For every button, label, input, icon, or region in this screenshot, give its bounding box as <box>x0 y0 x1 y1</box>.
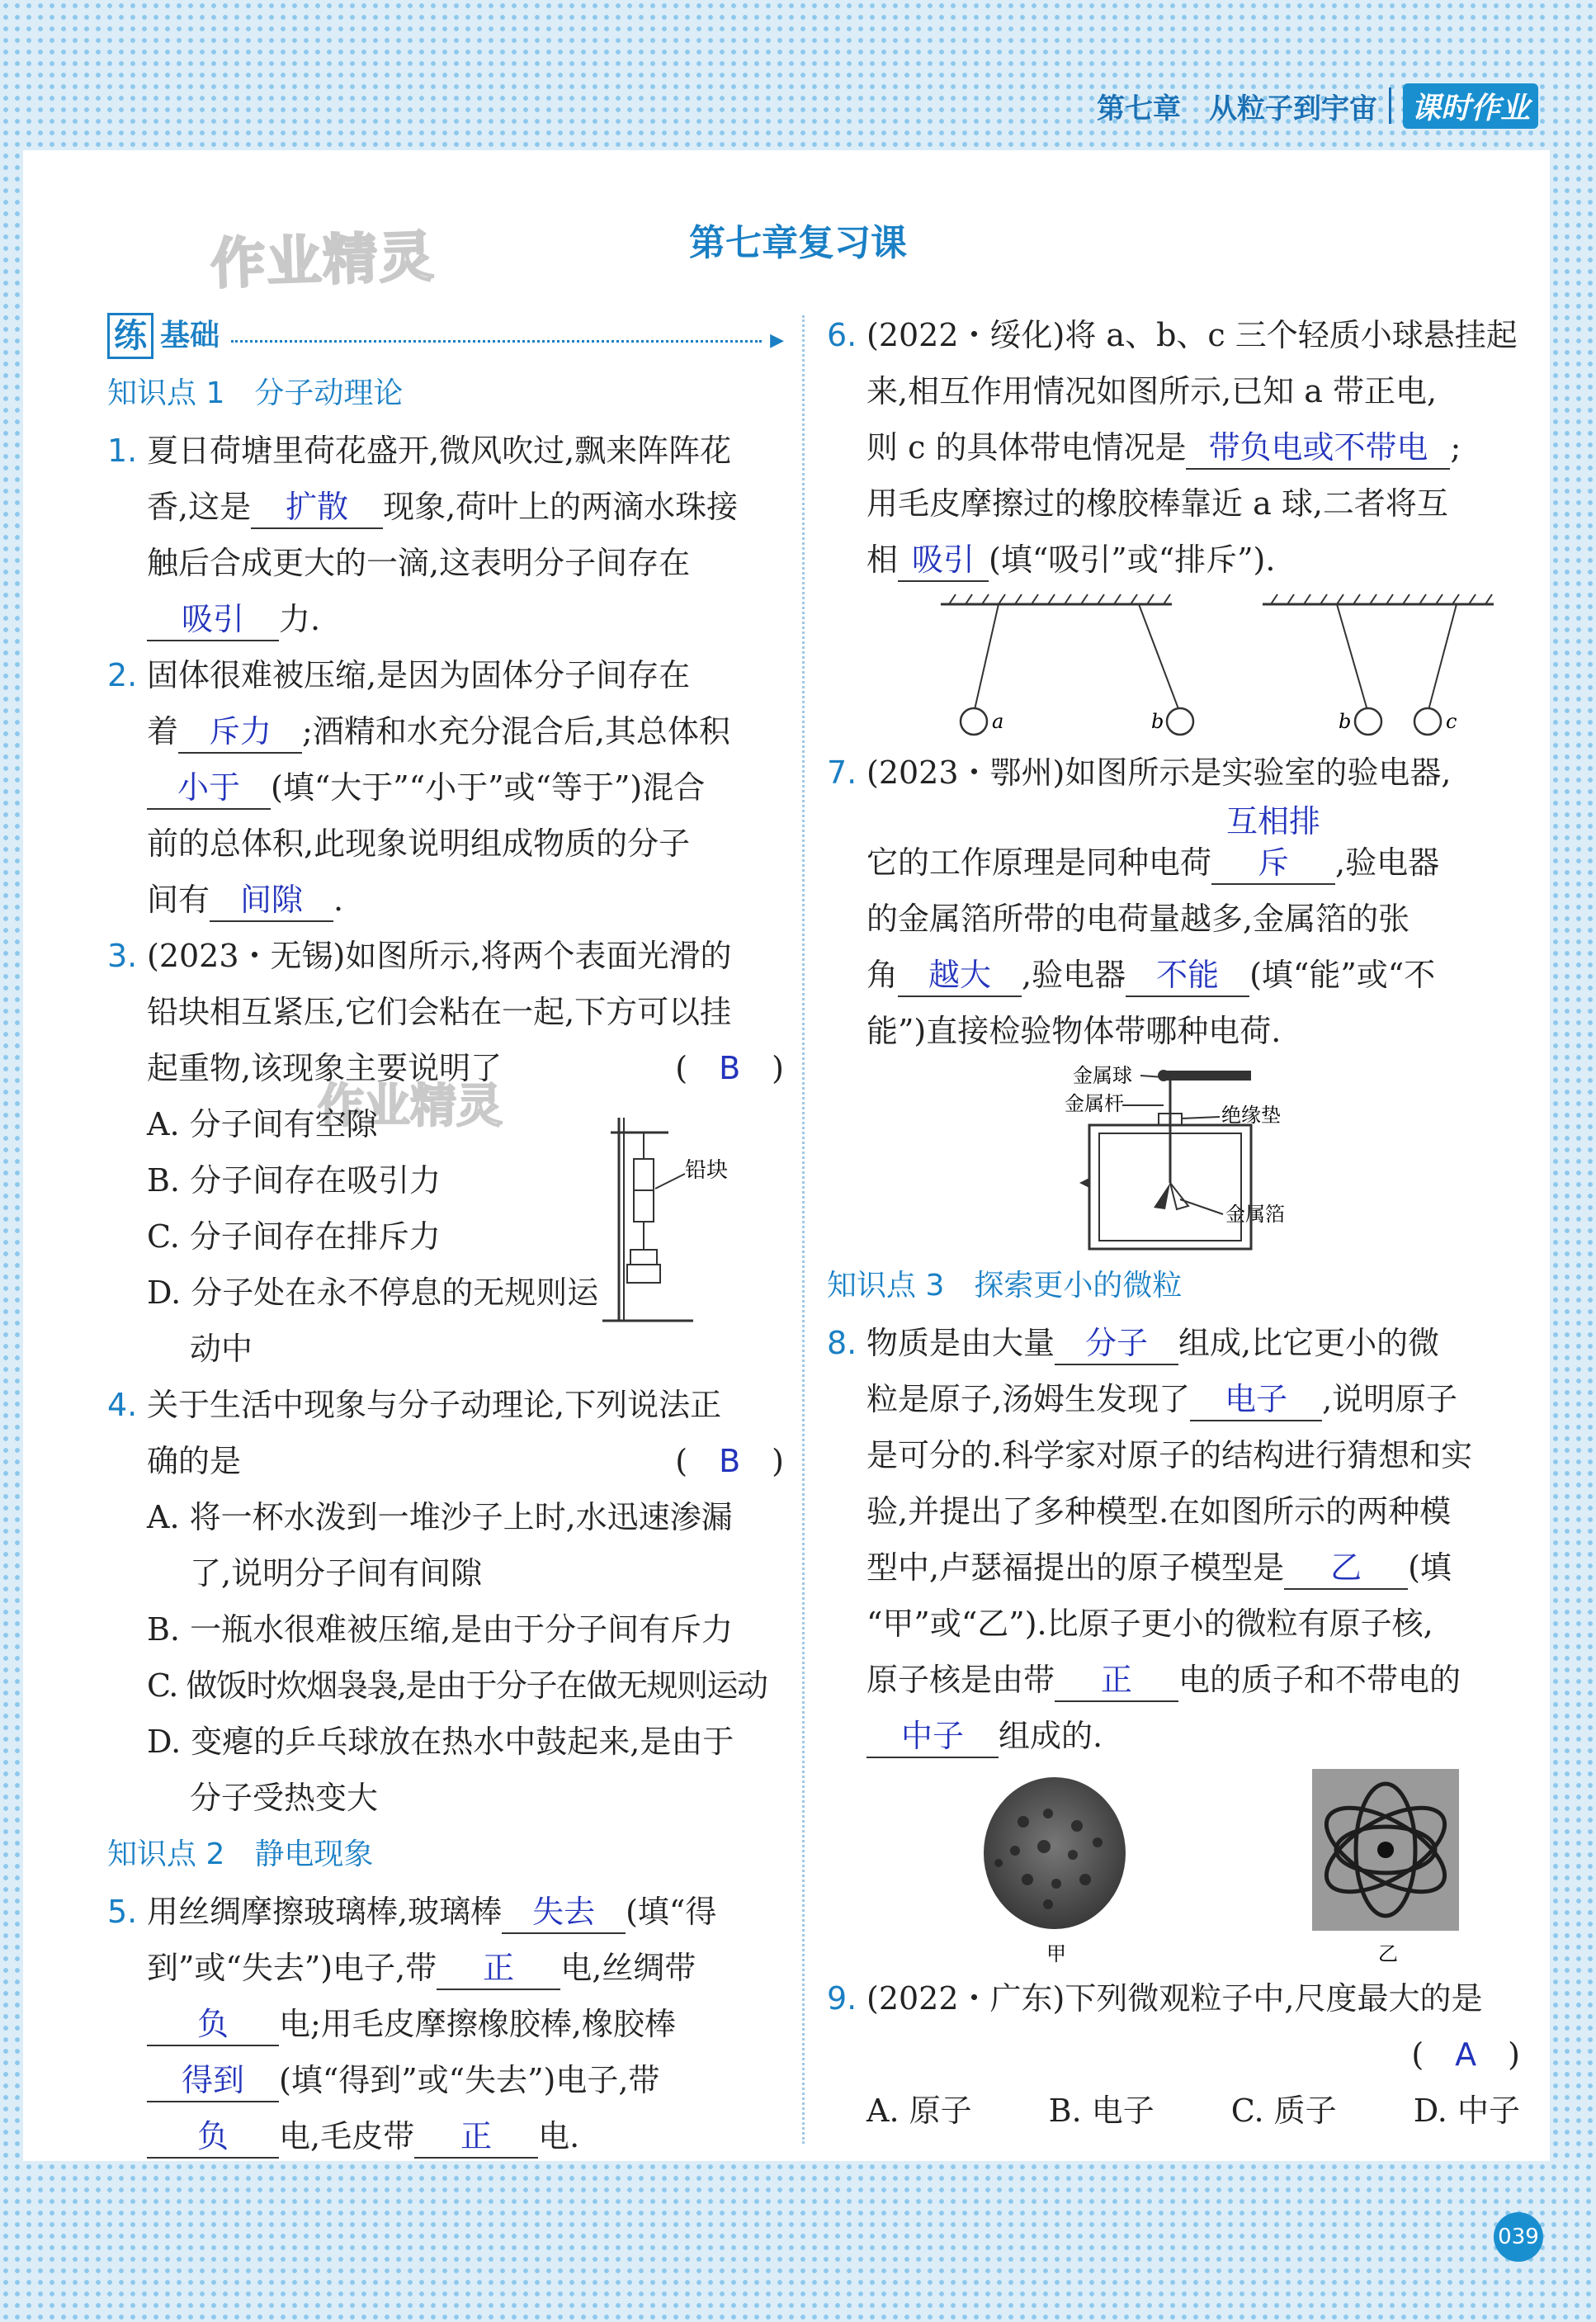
left-column <box>107 307 784 2164</box>
answer-blank: 中子 <box>866 1715 999 1758</box>
text-line: 用毛皮摩擦过的橡胶棒靠近 a 球,二者将互 <box>866 485 1448 522</box>
ball-c-label: c <box>1446 710 1457 733</box>
question-number: 6. <box>827 317 857 353</box>
page-title: 第七章复习课 <box>689 222 907 264</box>
option-a-cont: 了,说明分子间有间隙 <box>190 1555 483 1591</box>
label-insulating-pad: 绝缘垫 <box>1221 1104 1281 1127</box>
question-number: 2. <box>107 657 138 693</box>
text: ; <box>1450 429 1461 466</box>
answer-blank: 扩散 <box>251 486 383 529</box>
text: 力. <box>279 601 321 637</box>
bottom-decor-band <box>0 2161 1596 2322</box>
question-number: 8. <box>827 1325 857 1361</box>
answer-blank: 正 <box>414 2116 538 2159</box>
question-9-options <box>827 2083 1520 2139</box>
text: (填“大于”“小于”或“等于”)混合 <box>271 769 706 806</box>
text: 现象,荷叶上的两滴水珠接 <box>383 489 739 525</box>
answer-blank: 正 <box>437 1947 560 1990</box>
question-6 <box>827 307 1520 745</box>
text: 原子核是由带 <box>866 1662 1055 1698</box>
answer-blank: 吸引 <box>147 598 279 641</box>
option-d-cont: 分子受热变大 <box>190 1780 379 1816</box>
text: 电;用毛皮摩擦橡胶棒,橡胶棒 <box>279 2006 676 2042</box>
option-c: C. 分子间存在排斥力 <box>147 1218 441 1255</box>
knowledge-point-3: 知识点 3 探索更小的微粒 <box>827 1269 1183 1303</box>
option-b: B. 电子 <box>1048 2093 1155 2129</box>
answer-blank: 斥力 <box>178 711 302 754</box>
text-line: “甲”或“乙”).比原子更小的微粒有原子核, <box>866 1606 1433 1642</box>
right-decor-band <box>1550 0 1596 2322</box>
answer-blank: 正 <box>1055 1659 1178 1702</box>
text: (填“能”或“不 <box>1249 957 1436 993</box>
answer-blank: 不能 <box>1126 954 1249 997</box>
answer-blank: 分子 <box>1055 1322 1178 1365</box>
header-separator <box>1389 87 1391 124</box>
answer-choice: ( B ) <box>675 1443 784 1479</box>
text: 香,这是 <box>147 489 252 525</box>
text: 电,毛皮带 <box>279 2118 415 2154</box>
text-line: 验,并提出了多种模型.在如图所示的两种模 <box>866 1493 1452 1530</box>
question-8 <box>827 1315 1520 1970</box>
answer-blank: 越大 <box>898 954 1022 997</box>
question-2 <box>107 647 784 928</box>
option-a: A. 将一杯水泼到一堆沙子上时,水迅速渗漏 <box>147 1499 733 1535</box>
answer-blank: 电子 <box>1190 1379 1322 1421</box>
section-dotted-line <box>231 340 762 343</box>
lead-block-label: 铅块 <box>685 1158 729 1183</box>
option-c: C. 做饭时炊烟袅袅,是由于分子在做无规则运动 <box>147 1667 767 1704</box>
question-number: 4. <box>107 1387 138 1423</box>
text: ,说明原子 <box>1322 1381 1458 1417</box>
option-d: D. 变瘪的乒乓球放在热水中鼓起来,是由于 <box>147 1724 734 1760</box>
text: (填“得到”或“失去”)电子,带 <box>279 2062 660 2098</box>
text: 型中,卢瑟福提出的原子模型是 <box>866 1549 1285 1586</box>
answer-blank: 负 <box>147 2116 279 2159</box>
question-7 <box>827 745 1520 1257</box>
text: 角 <box>866 957 899 993</box>
ball-b2-label: b <box>1339 710 1352 733</box>
answer-choice: ( B ) <box>675 1050 784 1086</box>
question-number: 5. <box>107 1894 138 1930</box>
text: 用丝绸摩擦玻璃棒,玻璃棒 <box>147 1894 503 1930</box>
electroscope-figure <box>1056 1059 1403 1257</box>
text: ;酒精和水充分混合后,其总体积 <box>302 713 730 750</box>
text-line: 能”)直接检验物体带哪种电荷. <box>866 1013 1282 1049</box>
text: ,验电器 <box>1022 957 1126 993</box>
text: 物质是由大量 <box>866 1325 1055 1361</box>
watermark: 作业精灵 <box>209 225 437 296</box>
text: . <box>333 882 344 918</box>
text: (填“吸引”或“排斥”). <box>989 541 1276 578</box>
question-number: 7. <box>827 754 857 791</box>
hanging-balls-figure <box>900 588 1543 745</box>
text: (填 <box>1408 1549 1452 1586</box>
option-d: D. 分子处在永不停息的无规则运 <box>147 1274 599 1311</box>
text: (填“得 <box>626 1894 717 1930</box>
chapter-title: 从粒子到宇宙 <box>1208 92 1377 125</box>
text: ,验电器 <box>1335 844 1440 881</box>
text: 粒是原子,汤姆生发现了 <box>866 1381 1191 1417</box>
section-heading <box>107 307 784 365</box>
answer-blank: 负 <box>147 2003 279 2046</box>
lead-block-figure <box>594 1109 751 1324</box>
text-line: 是可分的.科学家对原子的结构进行猜想和实 <box>866 1437 1473 1473</box>
text-line: 夏日荷塘里荷花盛开,微风吹过,飘来阵阵花 <box>147 433 732 469</box>
atom-models-figure <box>949 1764 1527 1970</box>
question-9 <box>827 1970 1520 2083</box>
figure-label-yi: 乙 <box>1378 1942 1398 1965</box>
answer-blank: 互相排斥 <box>1211 801 1335 885</box>
column-divider <box>802 315 805 2144</box>
text: 相 <box>866 541 899 578</box>
question-3 <box>107 928 784 1377</box>
right-column <box>827 307 1520 2139</box>
text-line: (2022・绥化)将 a、b、c 三个轻质小球悬挂起 <box>866 317 1518 353</box>
text-line: (2023・鄂州)如图所示是实验室的验电器, <box>866 754 1452 791</box>
chapter-number: 第七章 <box>1096 92 1181 125</box>
option-a: A. 分子间有空隙 <box>147 1106 378 1142</box>
text: 到”或“失去”)电子,带 <box>147 1950 437 1986</box>
question-number: 1. <box>107 433 138 469</box>
text-line: 的金属箔所带的电荷量越多,金属箔的张 <box>866 901 1410 937</box>
text-line: (2022・广东)下列微观粒子中,尺度最大的是 <box>866 1980 1483 2017</box>
answer-blank: 吸引 <box>898 539 989 582</box>
section-label: 基础 <box>160 319 220 352</box>
text: 组成,比它更小的微 <box>1178 1325 1440 1361</box>
option-c: C. 质子 <box>1230 2093 1337 2129</box>
answer-choice: ( A ) <box>1411 2036 1520 2073</box>
option-d: D. 中子 <box>1413 2093 1520 2129</box>
section-badge: 练 <box>107 313 153 359</box>
text-line: 铅块相互紧压,它们会粘在一起,下方可以挂 <box>147 994 732 1030</box>
answer-blank: 小于 <box>147 767 271 810</box>
page-number: 039 <box>1494 2212 1543 2262</box>
option-b: B. 一瓶水很难被压缩,是由于分子间有斥力 <box>147 1611 734 1648</box>
option-b: B. 分子间存在吸引力 <box>147 1162 441 1199</box>
question-1 <box>107 423 784 647</box>
option-a: A. 原子 <box>866 2093 972 2129</box>
label-metal-rod: 金属杆 <box>1065 1092 1124 1115</box>
page-header <box>1097 81 1538 130</box>
question-number: 3. <box>107 938 138 974</box>
text-line: 前的总体积,此现象说明组成物质的分子 <box>147 825 691 862</box>
text: 组成的. <box>999 1718 1103 1754</box>
figure-label-jia: 甲 <box>1046 1942 1066 1965</box>
question-number: 9. <box>827 1980 857 2017</box>
label-metal-ball: 金属球 <box>1073 1064 1132 1087</box>
brand-logo: 课时作业 <box>1403 83 1538 129</box>
label-metal-foil: 金属箔 <box>1225 1203 1285 1226</box>
text: 电,丝绸带 <box>560 1950 696 1986</box>
option-d-cont: 动中 <box>190 1331 253 1367</box>
knowledge-point-2: 知识点 2 静电现象 <box>107 1837 374 1871</box>
answer-blank: 失去 <box>502 1891 626 1934</box>
text: 间有 <box>147 882 210 918</box>
text-line: 触后合成更大的一滴,这表明分子间存在 <box>147 545 691 581</box>
answer-blank: 带负电或不带电 <box>1186 427 1450 470</box>
text: 电. <box>538 2118 580 2154</box>
question-4 <box>107 1377 784 1826</box>
text: 着 <box>147 713 179 750</box>
arrow-right-icon: ▶ <box>770 330 784 351</box>
ball-b-label: b <box>1151 710 1164 733</box>
text-line: 来,相互作用情况如图所示,已知 a 带正电, <box>866 373 1438 409</box>
text: 它的工作原理是同种电荷 <box>866 844 1212 881</box>
text-line: 固体很难被压缩,是因为固体分子间存在 <box>147 657 691 693</box>
text-line: 关于生活中现象与分子动理论,下列说法正 <box>147 1387 722 1423</box>
knowledge-point-1: 知识点 1 分子动理论 <box>107 376 404 410</box>
answer-blank: 乙 <box>1284 1547 1408 1590</box>
text: 则 c 的具体带电情况是 <box>866 429 1187 466</box>
question-5 <box>107 1884 784 2164</box>
text: 确的是 <box>147 1443 242 1479</box>
watermark-overlay: 作业精灵 <box>318 1080 503 1133</box>
text-line: (2023・无锡)如图所示,将两个表面光滑的 <box>147 938 732 974</box>
ball-a-label: a <box>992 710 1004 733</box>
left-decor-band <box>0 0 23 2322</box>
text: 电的质子和不带电的 <box>1178 1662 1461 1698</box>
text: 起重物,该现象主要说明了 <box>147 1050 503 1086</box>
answer-blank: 得到 <box>147 2060 279 2102</box>
answer-blank: 间隙 <box>210 879 333 922</box>
